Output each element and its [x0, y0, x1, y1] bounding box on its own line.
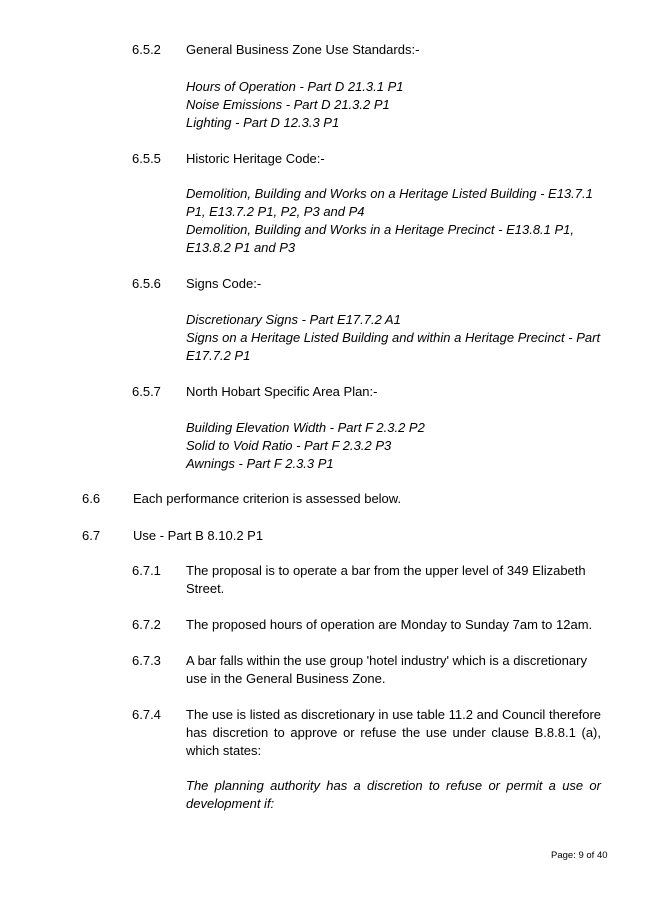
section-heading: Historic Heritage Code:- [186, 151, 325, 166]
list-item: Demolition, Building and Works in a Heritage Precinct - E13.8.1 P1, E13.8.2 P1 and P3 [186, 222, 575, 255]
section-number: 6.5.6 [132, 276, 161, 291]
section-number: 6.5.5 [132, 151, 161, 166]
section-number: 6.7.3 [132, 653, 161, 668]
list-item: Awnings - Part F 2.3.3 P1 [186, 456, 334, 471]
section-number: 6.5.2 [132, 42, 161, 57]
quote: The planning authority has a discretion to refuse or permit a use or development if: [186, 778, 601, 811]
paragraph: The proposed hours of operation are Monday to Sunday 7am to 12am. [186, 617, 593, 632]
section-number: 6.6 [82, 491, 101, 506]
paragraph: The use is listed as discretionary in use table 11.2 and Council therefore has discretion to approve or refuse the use under clause B.8.8.1 (a), which states: [186, 707, 601, 758]
list-item: Signs on a Heritage Listed Building and within a Heritage Precinct - Part E17.7.2 P1 [186, 330, 601, 363]
list-item: Building Elevation Width - Part F 2.3.2 P2 [186, 420, 425, 435]
section-heading: General Business Zone Use Standards:- [186, 42, 420, 57]
list-item: Demolition, Building and Works on a Heritage Listed Building - E13.7.1 P1, E13.7.2 P1, P2, P3 and P4 [186, 186, 593, 219]
section-number: 6.7.1 [132, 563, 161, 578]
list-item: Solid to Void Ratio - Part F 2.3.2 P3 [186, 438, 392, 453]
section-heading: Use - Part B 8.10.2 P1 [133, 528, 264, 543]
section-number: 6.7.2 [132, 617, 161, 632]
section-number: 6.5.7 [132, 384, 161, 399]
list-item: Discretionary Signs - Part E17.7.2 A1 [186, 312, 401, 327]
paragraph: The proposal is to operate a bar from the upper level of 349 Elizabeth Street. [186, 563, 586, 596]
section-number: 6.7 [82, 528, 101, 543]
list-item: Lighting - Part D 12.3.3 P1 [186, 115, 340, 130]
paragraph: Each performance criterion is assessed below. [133, 491, 402, 506]
list-item: Noise Emissions - Part D 21.3.2 P1 [186, 97, 390, 112]
section-heading: North Hobart Specific Area Plan:- [186, 384, 378, 399]
paragraph: A bar falls within the use group 'hotel industry' which is a discretionary use in the General Business Zone. [186, 653, 587, 686]
page-number: Page: 9 of 40 [551, 850, 608, 861]
section-number: 6.7.4 [132, 707, 161, 722]
list-item: Hours of Operation - Part D 21.3.1 P1 [186, 79, 404, 94]
section-heading: Signs Code:- [186, 276, 262, 291]
